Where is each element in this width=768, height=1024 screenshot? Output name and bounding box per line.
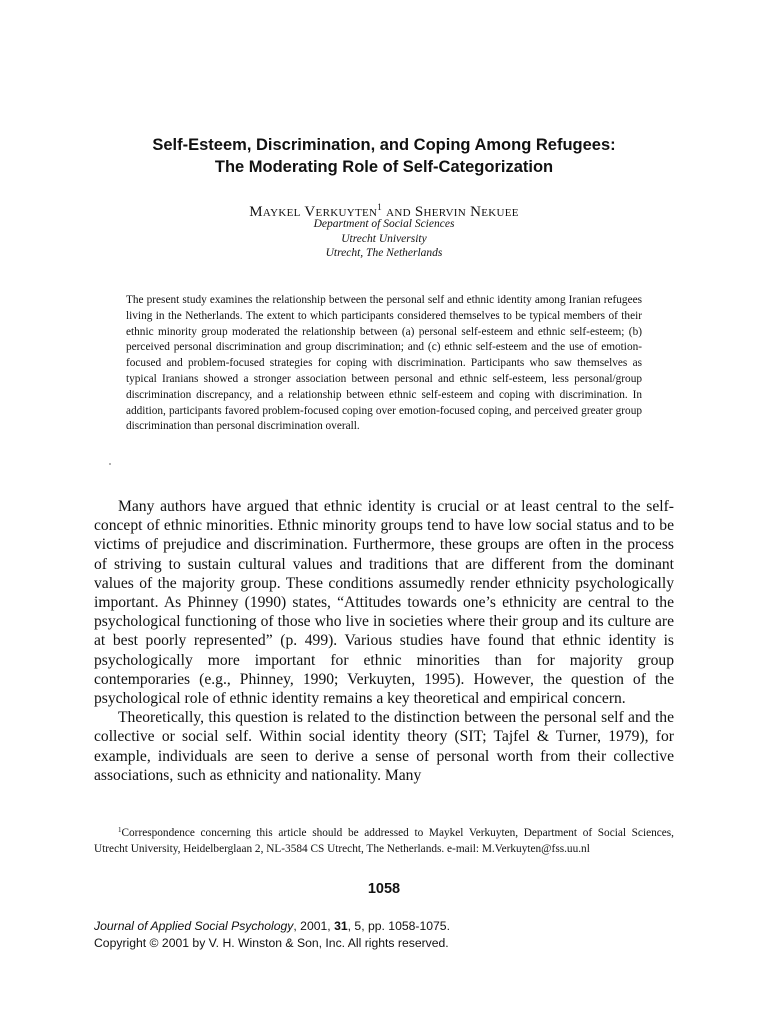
affiliation-department: Department of Social Sciences — [313, 218, 455, 230]
journal-citation — [94, 918, 674, 951]
author-conjunction: and — [386, 204, 411, 220]
citation-volume: 31 — [334, 919, 348, 933]
article-title — [60, 134, 708, 178]
title-line-2: The Moderating Role of Self-Categorization — [214, 158, 554, 176]
body-text — [94, 497, 674, 785]
paragraph-1: Many authors have argued that ethnic identity is crucial or at least central to the self-concept of ethnic minorities. Ethnic minority groups tend to have low social status and to be victims of prejudice and discrimination. Furthermore, these groups are often in the process of striving to sustain cultural values and traditions that are different from the dominant values of the majority group. These conditions assumedly render ethnicity psychologically important. As Phinney (1990) states, “Attitudes towards one’s ethnicity are central to the psychological functioning of those who live in societies where their group and its culture are at best poorly represented” (p. 499). Various studies have found that ethnic identity is psychologically more important for ethnic minorities than for majority group contemporaries (e.g., Phinney, 1990; Verkuyten, 1995). However, the question of the psychological role of ethnic identity remains a key theoretical and empirical concern. — [94, 498, 674, 708]
title-line-1: Self-Esteem, Discrimination, and Coping Among Refugees: — [152, 136, 616, 154]
paragraph-2: Theoretically, this question is related to the distinction between the personal self and the collective or social self. Within social identity theory (SIT; Tajfel & Turner, 1979), for example, individuals are seen to derive a sense of personal worth from their collective associations, such as ethnicity and nationality. Many — [94, 709, 674, 784]
footnote — [94, 822, 674, 857]
author-footnote-mark: 1 — [377, 202, 383, 212]
affiliation-location: Utrecht, The Netherlands — [325, 247, 443, 259]
citation-line — [94, 918, 674, 935]
scan-speck — [109, 463, 111, 465]
abstract: The present study examines the relationship between the personal self and ethnic identity among Iranian refugees living in the Netherlands. The extent to which participants considered themselves to be typical members of their ethnic minority group moderated the relationship between (a) personal self-esteem and ethnic self-esteem; (b) perceived personal discrimination and group discrimination; and (c) ethnic self-esteem and the use of emotion-focused and problem-focused strategies for coping with discrimination. Participants who saw themselves as typical Iranians showed a stronger association between personal and ethnic self-esteem, less personal/group discrimination discrepancy, and a relationship between ethnic self-esteem and coping with discrimination. In addition, participants favored problem-focused coping over emotion-focused coping, and perceived greater group discrimination than personal discrimination overall. — [126, 294, 642, 433]
affiliation — [60, 217, 708, 261]
page-number: 1058 — [367, 881, 401, 897]
author-2: Shervin Nekuee — [414, 204, 519, 220]
affiliation-university: Utrecht University — [341, 232, 427, 245]
journal-name: Journal of Applied Social Psychology — [94, 919, 294, 933]
copyright-line: Copyright © 2001 by V. H. Winston & Son, Inc. All rights reserved. — [94, 935, 449, 950]
footnote-text: Correspondence concerning this article should be addressed to Maykel Verkuyten, Department of Social Sciences, Utrecht University, Heidelberglaan 2, NL-3584 CS Utrecht, The Netherlands. e-mail: M.Verkuyten@fss.uu.nl — [94, 827, 674, 855]
citation-year: , 2001, — [293, 919, 335, 933]
author-1: Maykel Verkuyten — [249, 204, 378, 220]
footnote-mark: 1 — [118, 826, 122, 834]
citation-pages: , 5, pp. 1058-1075. — [347, 919, 450, 933]
